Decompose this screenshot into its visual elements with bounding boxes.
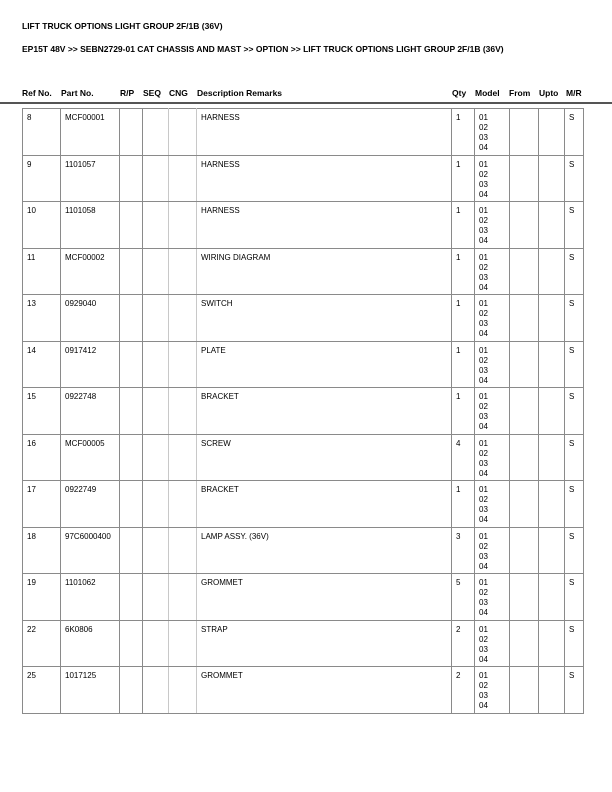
model-cell <box>475 295 510 342</box>
rp-cell <box>120 574 143 621</box>
model-code: 01 <box>479 531 488 541</box>
ref-cell: 19 <box>23 574 61 621</box>
table-row <box>23 341 584 388</box>
part-no-cell: 1101062 <box>61 574 120 621</box>
seq-cell <box>143 667 169 714</box>
part-no-cell: 0929040 <box>61 295 120 342</box>
model-code: 03 <box>479 551 488 561</box>
description-cell: STRAP <box>197 620 452 667</box>
qty-cell: 1 <box>452 155 475 202</box>
model-code: 04 <box>479 561 488 571</box>
model-code: 04 <box>479 515 488 524</box>
description-cell: HARNESS <box>197 109 452 156</box>
upto-cell <box>539 667 565 714</box>
ref-cell: 17 <box>23 481 61 528</box>
mr-cell: S <box>565 295 584 342</box>
upto-cell <box>539 388 565 435</box>
ref-cell: 16 <box>23 434 61 481</box>
qty-cell: 4 <box>452 434 475 481</box>
from-cell <box>510 341 539 388</box>
ref-cell: 9 <box>23 155 61 202</box>
description-cell: GROMMET <box>197 574 452 621</box>
qty-cell: 5 <box>452 574 475 621</box>
ref-cell: 15 <box>23 388 61 435</box>
model-cell <box>475 527 510 574</box>
cng-cell <box>169 155 197 202</box>
model-code: 03 <box>479 458 488 468</box>
cng-cell <box>169 202 197 249</box>
model-cell <box>475 667 510 714</box>
qty-cell: 2 <box>452 667 475 714</box>
rp-cell <box>120 527 143 574</box>
description-cell: BRACKET <box>197 481 452 528</box>
model-code: 03 <box>479 691 488 700</box>
part-no-cell: 0922749 <box>61 481 120 528</box>
model-cell <box>475 109 510 156</box>
part-no-cell: 0917412 <box>61 341 120 388</box>
part-no-cell: 1017125 <box>61 667 120 714</box>
part-no-cell: 1101058 <box>61 202 120 249</box>
rp-cell <box>120 434 143 481</box>
rp-cell <box>120 667 143 714</box>
cng-cell <box>169 295 197 342</box>
model-code: 01 <box>479 624 488 634</box>
seq-cell <box>143 574 169 621</box>
seq-cell <box>143 155 169 202</box>
model-code: 02 <box>479 216 488 225</box>
ref-cell: 18 <box>23 527 61 574</box>
qty-cell: 1 <box>452 481 475 528</box>
description-cell: HARNESS <box>197 155 452 202</box>
model-code: 01 <box>479 113 488 122</box>
model-code: 01 <box>479 438 488 448</box>
model-code: 03 <box>479 365 488 375</box>
seq-cell <box>143 434 169 481</box>
table-row <box>23 202 584 249</box>
model-cell <box>475 155 510 202</box>
qty-cell: 2 <box>452 620 475 667</box>
ref-cell: 11 <box>23 248 61 295</box>
rp-cell <box>120 388 143 435</box>
mr-cell: S <box>565 574 584 621</box>
ref-cell: 13 <box>23 295 61 342</box>
rp-cell <box>120 620 143 667</box>
cng-cell <box>169 341 197 388</box>
model-code: 01 <box>479 206 488 215</box>
mr-cell: S <box>565 155 584 202</box>
from-cell <box>510 667 539 714</box>
mr-cell: S <box>565 341 584 388</box>
header-seq: SEQ <box>143 88 161 98</box>
ref-cell: 14 <box>23 341 61 388</box>
upto-cell <box>539 434 565 481</box>
qty-cell: 1 <box>452 248 475 295</box>
seq-cell <box>143 202 169 249</box>
table-row <box>23 574 584 621</box>
part-no-cell: MCF00005 <box>61 434 120 481</box>
mr-cell: S <box>565 434 584 481</box>
part-no-cell: MCF00002 <box>61 248 120 295</box>
model-code: 04 <box>479 654 488 664</box>
upto-cell <box>539 527 565 574</box>
from-cell <box>510 388 539 435</box>
ref-cell: 8 <box>23 109 61 156</box>
mr-cell: S <box>565 388 584 435</box>
mr-cell: S <box>565 109 584 156</box>
model-code: 04 <box>479 701 488 710</box>
header-part: Part No. <box>61 88 94 98</box>
description-cell: SWITCH <box>197 295 452 342</box>
model-code: 01 <box>479 159 488 169</box>
model-code: 04 <box>479 236 488 245</box>
table-row <box>23 481 584 528</box>
model-cell <box>475 434 510 481</box>
cng-cell <box>169 109 197 156</box>
rp-cell <box>120 341 143 388</box>
model-cell <box>475 620 510 667</box>
seq-cell <box>143 527 169 574</box>
upto-cell <box>539 248 565 295</box>
header-desc: Description Remarks <box>197 88 283 98</box>
model-code: 04 <box>479 282 488 292</box>
rp-cell <box>120 248 143 295</box>
ref-cell: 22 <box>23 620 61 667</box>
header-model: Model <box>475 88 500 98</box>
mr-cell: S <box>565 620 584 667</box>
model-code: 02 <box>479 634 488 644</box>
qty-cell: 1 <box>452 109 475 156</box>
cng-cell <box>169 527 197 574</box>
from-cell <box>510 574 539 621</box>
seq-cell <box>143 388 169 435</box>
from-cell <box>510 434 539 481</box>
model-code: 02 <box>479 355 488 365</box>
table-row <box>23 434 584 481</box>
part-no-cell: 1101057 <box>61 155 120 202</box>
model-code: 04 <box>479 143 488 152</box>
model-code: 02 <box>479 169 488 179</box>
rp-cell <box>120 295 143 342</box>
from-cell <box>510 248 539 295</box>
header-cng: CNG <box>169 88 188 98</box>
model-code: 01 <box>479 345 488 355</box>
seq-cell <box>143 481 169 528</box>
table-row <box>23 388 584 435</box>
from-cell <box>510 202 539 249</box>
model-code: 02 <box>479 262 488 272</box>
part-no-cell: 97C6000400 <box>61 527 120 574</box>
model-code: 01 <box>479 392 488 401</box>
mr-cell: S <box>565 248 584 295</box>
description-cell: WIRING DIAGRAM <box>197 248 452 295</box>
model-code: 03 <box>479 272 488 282</box>
description-cell: PLATE <box>197 341 452 388</box>
cng-cell <box>169 248 197 295</box>
model-code: 04 <box>479 468 488 478</box>
model-cell <box>475 341 510 388</box>
description-cell: SCREW <box>197 434 452 481</box>
model-code: 04 <box>479 422 488 431</box>
model-code: 03 <box>479 598 488 607</box>
qty-cell: 3 <box>452 527 475 574</box>
rp-cell <box>120 202 143 249</box>
table-row <box>23 620 584 667</box>
upto-cell <box>539 202 565 249</box>
cng-cell <box>169 620 197 667</box>
model-code: 02 <box>479 309 488 318</box>
upto-cell <box>539 295 565 342</box>
upto-cell <box>539 574 565 621</box>
mr-cell: S <box>565 667 584 714</box>
model-code: 03 <box>479 505 488 514</box>
model-code: 02 <box>479 495 488 504</box>
description-cell: HARNESS <box>197 202 452 249</box>
rp-cell <box>120 109 143 156</box>
model-code: 04 <box>479 375 488 385</box>
from-cell <box>510 155 539 202</box>
upto-cell <box>539 155 565 202</box>
model-code: 04 <box>479 189 488 199</box>
part-no-cell: MCF00001 <box>61 109 120 156</box>
table-row <box>23 109 584 156</box>
header-upto: Upto <box>539 88 559 98</box>
header-mr: M/R <box>566 88 582 98</box>
model-code: 02 <box>479 448 488 458</box>
part-no-cell: 0922748 <box>61 388 120 435</box>
seq-cell <box>143 109 169 156</box>
model-code: 03 <box>479 179 488 189</box>
model-code: 03 <box>479 226 488 235</box>
model-code: 02 <box>479 588 488 597</box>
seq-cell <box>143 248 169 295</box>
model-code: 03 <box>479 644 488 654</box>
model-code: 01 <box>479 252 488 262</box>
header-from: From <box>509 88 531 98</box>
table-row <box>23 667 584 714</box>
parts-table <box>22 108 584 714</box>
seq-cell <box>143 620 169 667</box>
upto-cell <box>539 481 565 528</box>
from-cell <box>510 620 539 667</box>
qty-cell: 1 <box>452 388 475 435</box>
table-row <box>23 295 584 342</box>
upto-cell <box>539 620 565 667</box>
from-cell <box>510 109 539 156</box>
ref-cell: 10 <box>23 202 61 249</box>
mr-cell: S <box>565 527 584 574</box>
model-code: 02 <box>479 123 488 132</box>
cng-cell <box>169 434 197 481</box>
part-no-cell: 6K0806 <box>61 620 120 667</box>
description-cell: LAMP ASSY. (36V) <box>197 527 452 574</box>
from-cell <box>510 295 539 342</box>
rp-cell <box>120 155 143 202</box>
seq-cell <box>143 341 169 388</box>
table-row <box>23 527 584 574</box>
breadcrumb: EP15T 48V >> SEBN2729-01 CAT CHASSIS AND MAST >> OPTION >> LIFT TRUCK OPTIONS LIGHT GROUP 2F/1B (36V) <box>22 44 504 54</box>
upto-cell <box>539 341 565 388</box>
qty-cell: 1 <box>452 341 475 388</box>
model-code: 01 <box>479 578 488 587</box>
header-qty: Qty <box>452 88 467 98</box>
model-code: 03 <box>479 319 488 328</box>
mr-cell: S <box>565 202 584 249</box>
model-code: 02 <box>479 402 488 411</box>
page-title: LIFT TRUCK OPTIONS LIGHT GROUP 2F/1B (36V) <box>22 21 223 31</box>
description-cell: GROMMET <box>197 667 452 714</box>
model-code: 04 <box>479 329 488 338</box>
model-code: 03 <box>479 412 488 421</box>
model-code: 01 <box>479 485 488 494</box>
model-code: 03 <box>479 133 488 142</box>
header-ref: Ref No. <box>22 88 52 98</box>
cng-cell <box>169 388 197 435</box>
qty-cell: 1 <box>452 202 475 249</box>
model-cell <box>475 481 510 528</box>
cng-cell <box>169 574 197 621</box>
table-row <box>23 155 584 202</box>
model-code: 04 <box>479 608 488 617</box>
cng-cell <box>169 481 197 528</box>
model-cell <box>475 202 510 249</box>
model-cell <box>475 388 510 435</box>
from-cell <box>510 481 539 528</box>
mr-cell: S <box>565 481 584 528</box>
model-code: 01 <box>479 671 488 680</box>
model-code: 02 <box>479 681 488 690</box>
from-cell <box>510 527 539 574</box>
model-cell <box>475 248 510 295</box>
description-cell: BRACKET <box>197 388 452 435</box>
upto-cell <box>539 109 565 156</box>
ref-cell: 25 <box>23 667 61 714</box>
table-row <box>23 248 584 295</box>
rp-cell <box>120 481 143 528</box>
model-code: 01 <box>479 299 488 308</box>
model-cell <box>475 574 510 621</box>
header-divider <box>0 102 612 104</box>
cng-cell <box>169 667 197 714</box>
model-code: 02 <box>479 541 488 551</box>
header-rp: R/P <box>120 88 135 98</box>
seq-cell <box>143 295 169 342</box>
qty-cell: 1 <box>452 295 475 342</box>
